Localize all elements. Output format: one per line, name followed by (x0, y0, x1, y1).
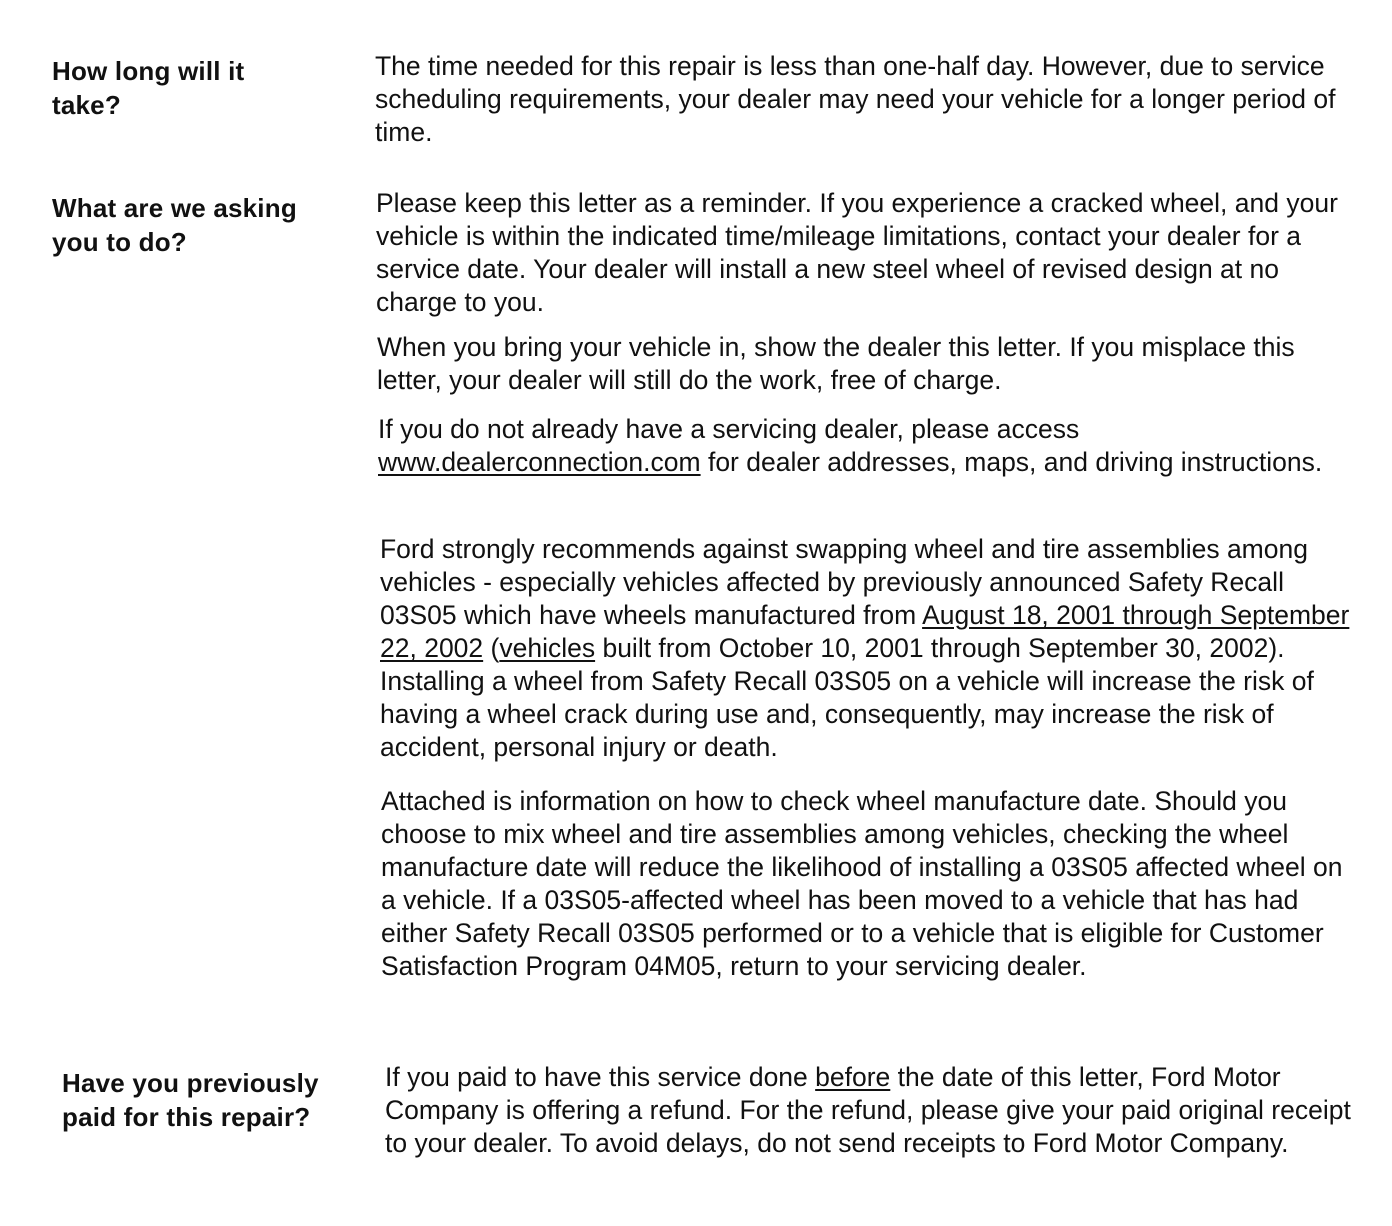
answer-refund (385, 1061, 1360, 1160)
question-what-asking: What are we asking you to do? (52, 193, 297, 257)
paragraph: When you bring your vehicle in, show the dealer this letter. If you misplace this letter, your dealer will still do the work, free of charge. (377, 332, 1295, 395)
answer-swapping-warning (380, 533, 1355, 764)
paragraph: Please keep this letter as a reminder. If you experience a cracked wheel, and your vehicle is within the indicated time/mileage limitations, contact your dealer for a service date. Your dealer will install a new steel wheel of revised design at no charge to you. (376, 188, 1338, 317)
paragraph: Attached is information on how to check wheel manufacture date. Should you choose to mix wheel and tire assemblies among vehicles, checking the wheel manufacture date will reduce the likelihood of installing a 03S05 affected wheel on a vehicle. If a 03S05-affected wheel has been moved to a vehicle that has had either Safety Recall 03S05 performed or to a vehicle that is eligible for Customer Satisfaction Program 04M05, return to your servicing dealer. (381, 786, 1343, 981)
text: If you paid to have this service done (385, 1062, 816, 1092)
paragraph (378, 413, 1353, 479)
paragraph: The time needed for this repair is less than one-half day. However, due to service scheduling requirements, your dealer may need your vehicle for a longer period of time. (375, 51, 1336, 147)
text: for dealer addresses, maps, and driving instructions. (700, 447, 1323, 477)
answer-servicing-dealer (378, 413, 1353, 479)
answer-how-long (375, 50, 1350, 149)
underlined-before: before (815, 1062, 891, 1092)
text: the date of this letter, Ford Motor Company is offering a refund. For the refund, please give your paid original receipt to your dealer. To avoid delays, do not send receipts to Ford Motor Company. (385, 1062, 1351, 1158)
text: If you do not already have a servicing dealer, please access (378, 414, 1080, 444)
underlined-vehicles: vehicles (499, 633, 596, 663)
paragraph (380, 533, 1355, 764)
dealerconnection-link[interactable]: www.dealerconnection.com (378, 447, 701, 477)
paragraph (385, 1061, 1360, 1160)
question-how-long: How long will it take? (52, 56, 245, 120)
underlined-date-range: August 18, 2001 through September 22, 2002 (380, 600, 1350, 663)
answer-bring-vehicle (377, 331, 1352, 397)
answer-keep-letter (376, 187, 1351, 319)
answer-check-manufacture-date (381, 785, 1356, 983)
text: built from October 10, 2001 through September 30, 2002). Installing a wheel from Safety Recall 03S05 on a vehicle will increase the risk of having a wheel crack during use and, consequently, may increase the risk of accident, personal injury or death. (380, 633, 1314, 762)
text: Ford strongly recommends against swapping wheel and tire assemblies among vehicles - especially vehicles affected by previously announced Safety Recall 03S05 which have wheels manufactured from (380, 534, 1308, 630)
text: ( (483, 633, 500, 663)
question-previously-paid: Have you previously paid for this repair? (62, 1068, 319, 1132)
